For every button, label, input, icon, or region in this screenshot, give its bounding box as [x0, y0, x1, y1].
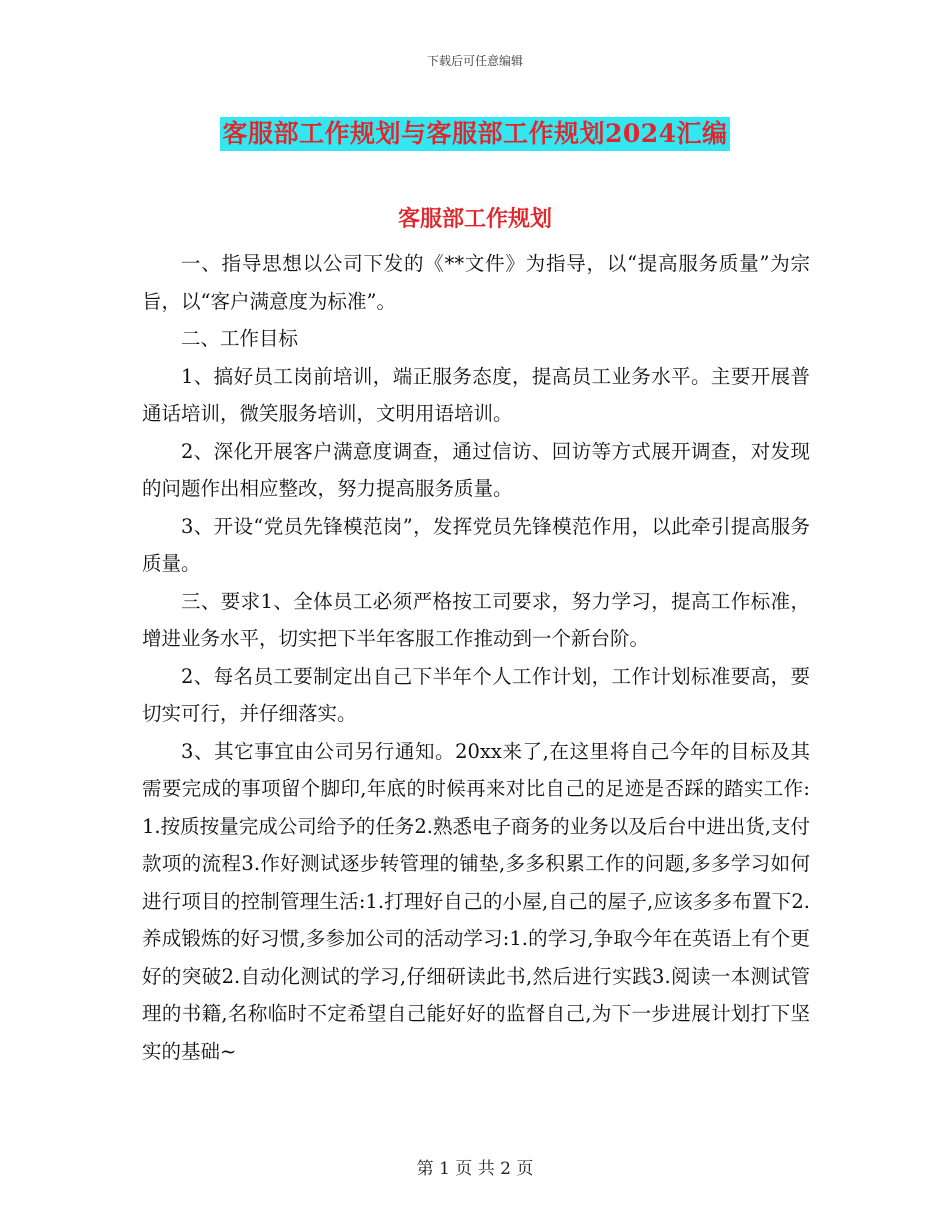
- document-title-text: 客服部工作规划与客服部工作规划2024汇编: [220, 117, 729, 151]
- section-title: 客服部工作规划: [397, 206, 552, 232]
- paragraph: 三、要求1、全体员工必须严格按工司要求，努力学习，提高工作标准，增进业务水平，切实把下半年客服工作推动到一个新台阶。: [142, 589, 810, 650]
- page-number: 第 1 页 共 2 页: [416, 1159, 534, 1179]
- paragraph: 3、其它事宜由公司另行通知。20xx来了,在这里将自己今年的目标及其需要完成的事项留个脚印,年底的时候再来对比自己的足迹是否踩的踏实工作:1.按质按量完成公司给予的任务2.熟悉电子商务的业务以及后台中进出货,支付款项的流程3.作好测试逐步转管理的铺垫,多多积累工作的问题,多多学习如何进行项目的控制管理生活:1.打理好自己的小屋,自己的屋子,应该多多布置下2.养成锻炼的好习惯,多参加公司的活动学习:1.的学习,争取今年在英语上有个更好的突破2.自动化测试的学习,仔细研读此书,然后进行实践3.阅读一本测试管理的书籍,名称临时不定希望自己能好好的监督自己,为下一步进展计划打下坚实的基础~: [142, 739, 810, 1063]
- paragraph: 3、开设“党员先锋模范岗”，发挥党员先锋模范作用，以此牵引提高服务质量。: [142, 514, 810, 575]
- paragraph: 2、深化开展客户满意度调查，通过信访、回访等方式展开调查，对发现的问题作出相应整改，努力提高服务质量。: [142, 439, 810, 500]
- document-title: [0, 112, 950, 151]
- paragraph: 一、指导思想以公司下发的《**文件》为指导，以“提高服务质量”为宗旨，以“客户满意度为标准”。: [142, 252, 810, 313]
- paragraph: 2、每名员工要制定出自己下半年个人工作计划，工作计划标准要高，要切实可行，并仔细落实。: [142, 664, 810, 725]
- paragraph: 1、搞好员工岗前培训，端正服务态度，提高员工业务水平。主要开展普通话培训，微笑服务培训，文明用语培训。: [142, 364, 810, 425]
- page-header-note: 下载后可任意编辑: [426, 54, 523, 68]
- document-body: [142, 245, 810, 1070]
- paragraph: 二、工作目标: [181, 327, 299, 350]
